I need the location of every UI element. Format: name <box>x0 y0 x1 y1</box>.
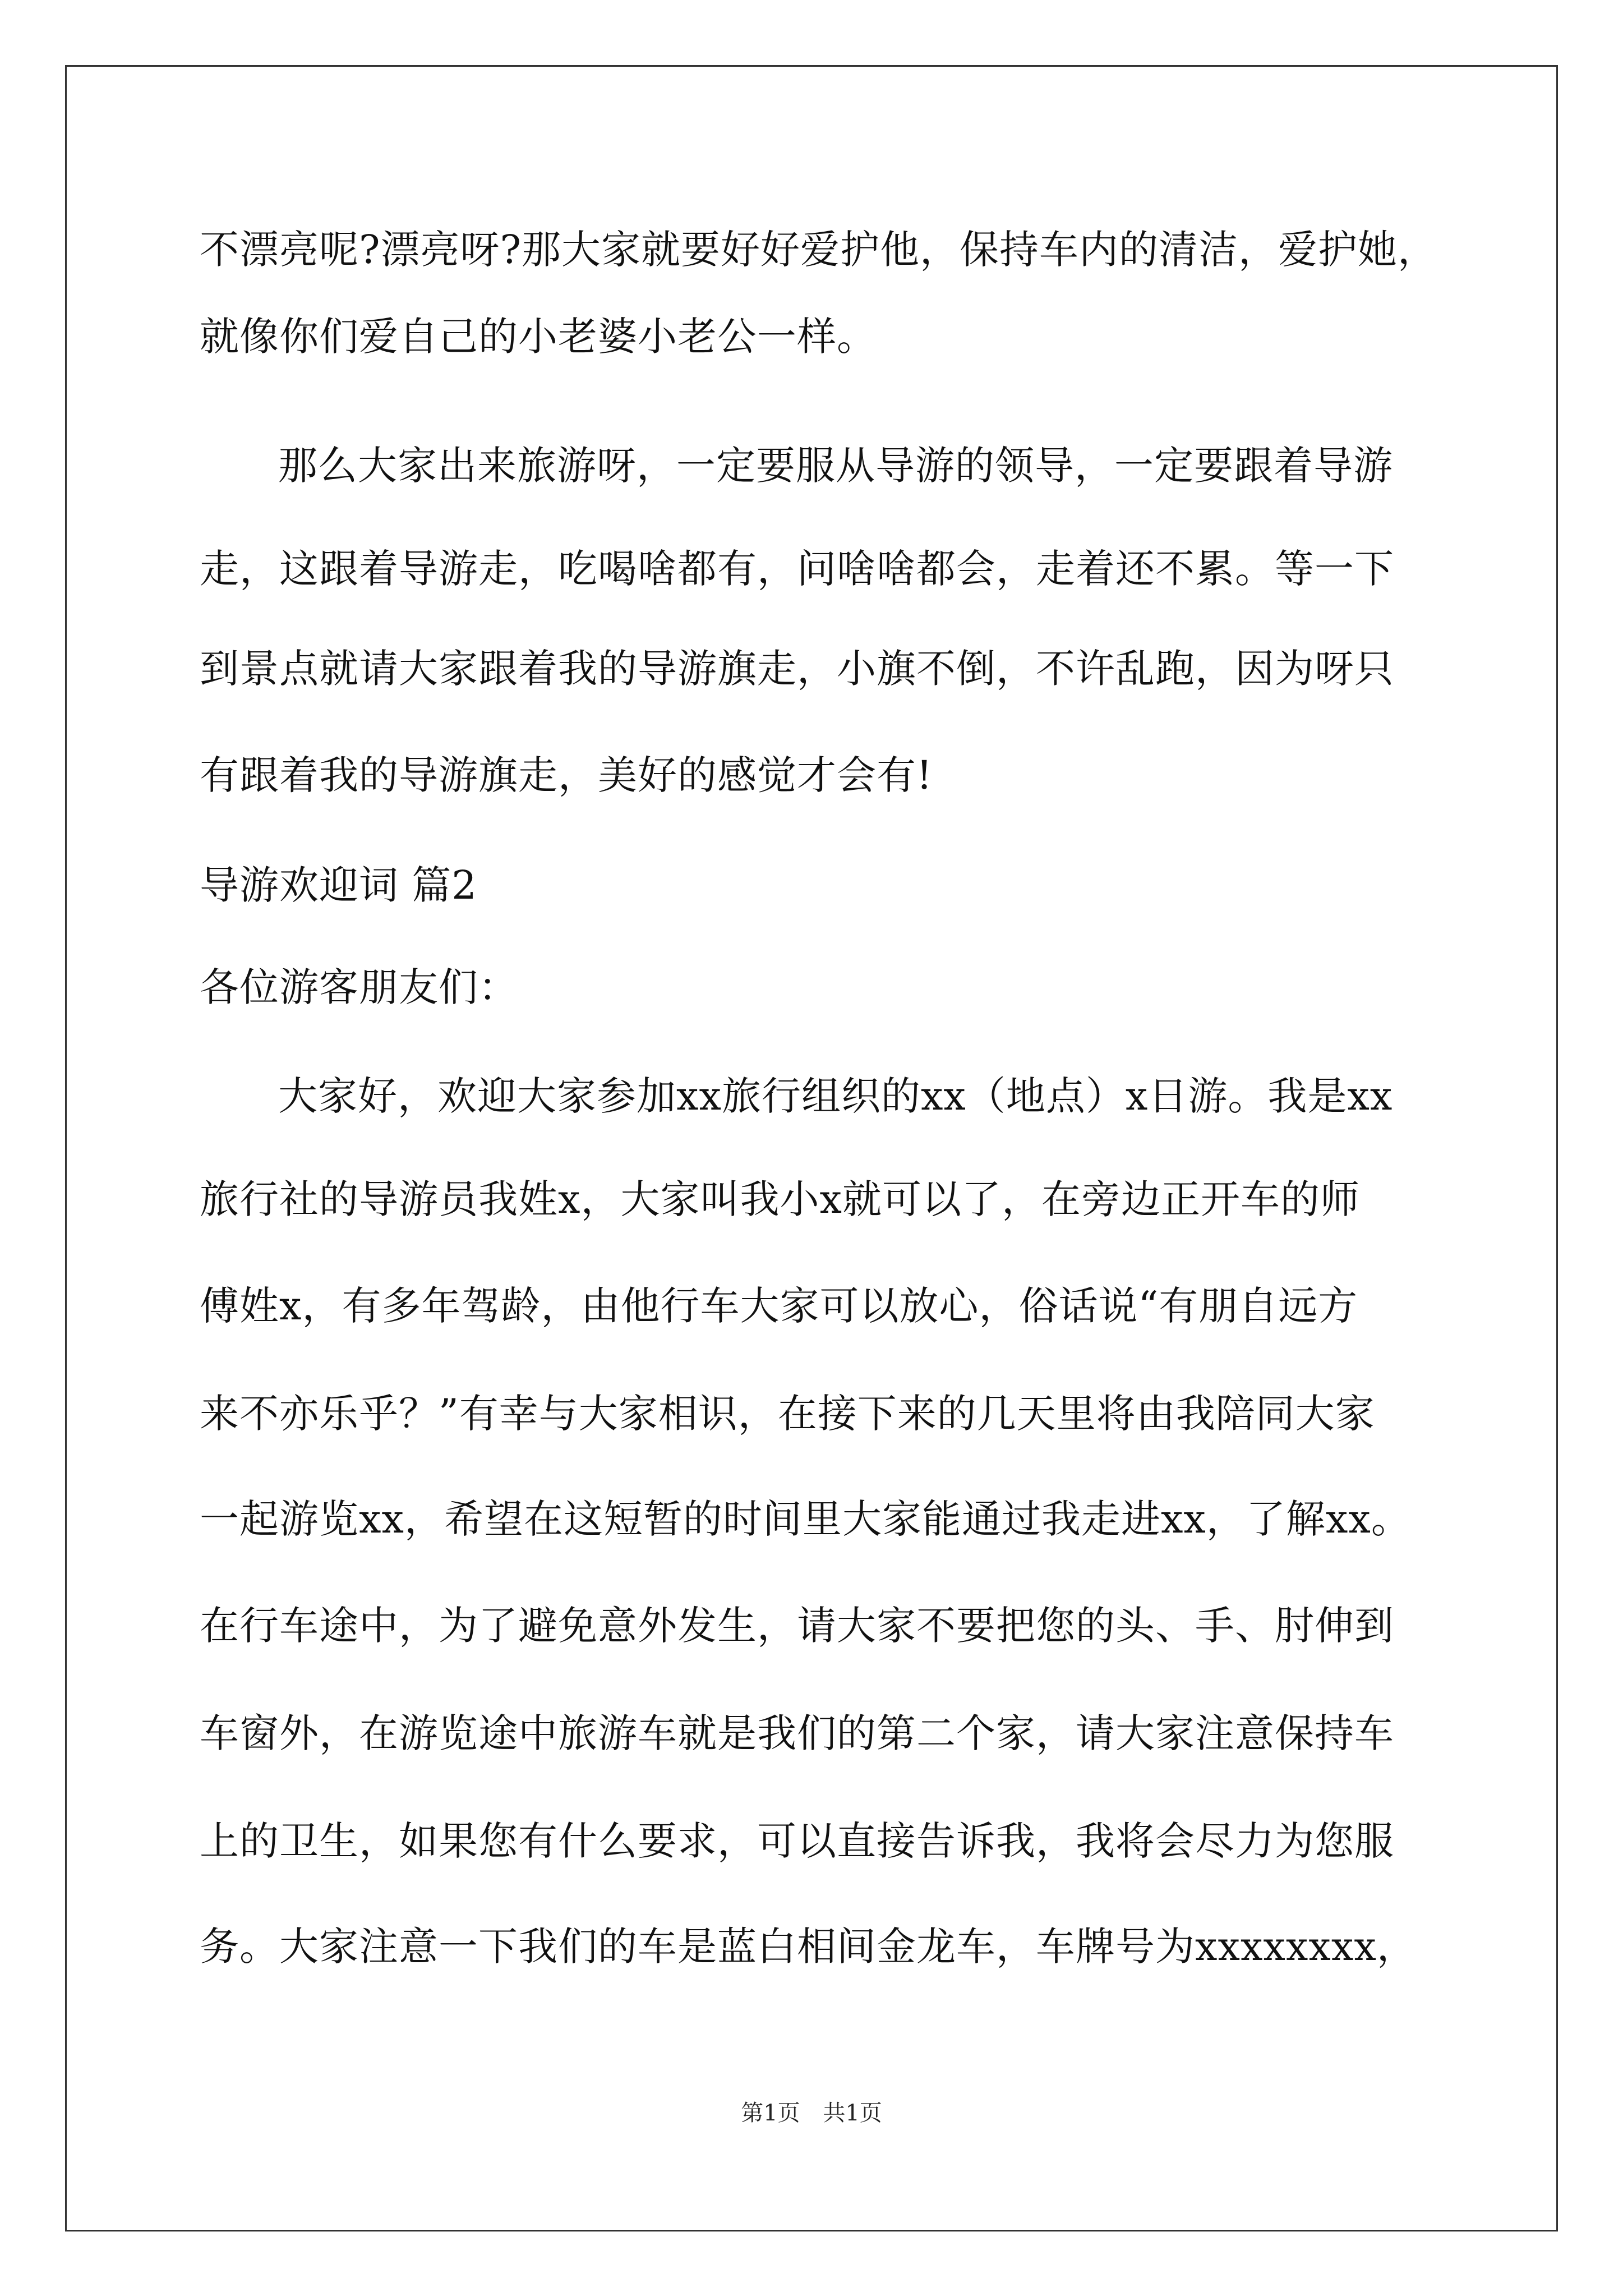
paragraph-line: 就像你们爱自己的小老婆小老公一样。 <box>200 314 877 360</box>
paragraph-line: 在行车途中，为了避免意外发生，请大家不要把您的头、手、肘伸到 <box>200 1603 1394 1649</box>
paragraph-line: 不漂亮呢?漂亮呀?那大家就要好好爱护他，保持车内的清洁，爱护她， <box>200 227 1438 273</box>
page-number: 第1页 <box>741 2100 800 2126</box>
paragraph-line: 上的卫生，如果您有什么要求，可以直接告诉我，我将会尽力为您服 <box>200 1818 1394 1864</box>
page-frame <box>65 65 1558 2231</box>
page-footer <box>0 2099 1623 2127</box>
paragraph-line: 傅姓x，有多年驾龄，由他行车大家可以放心，俗话说“有朋自远方 <box>200 1283 1358 1329</box>
paragraph-line: 务。大家注意一下我们的车是蓝白相间金龙车，车牌号为xxxxxxxx， <box>200 1924 1417 1970</box>
salutation: 各位游客朋友们： <box>200 964 518 1010</box>
paragraph-line: 来不亦乐乎？”有幸与大家相识，在接下来的几天里将由我陪同大家 <box>200 1391 1375 1437</box>
paragraph-line: 到景点就请大家跟着我的导游旗走，小旗不倒，不许乱跑，因为呀只 <box>200 646 1394 692</box>
page-total: 共1页 <box>823 2100 882 2126</box>
paragraph-line: 车窗外，在游览途中旅游车就是我们的第二个家，请大家注意保持车 <box>200 1710 1394 1756</box>
paragraph-line: 旅行社的导游员我姓x，大家叫我小x就可以了，在旁边正开车的师 <box>200 1176 1360 1222</box>
paragraph-line: 大家好，欢迎大家参加xx旅行组织的xx（地点）x日游。我是xx <box>278 1073 1393 1119</box>
paragraph-line: 那么大家出来旅游呀，一定要服从导游的领导，一定要跟着导游 <box>278 443 1393 489</box>
paragraph-line: 有跟着我的导游旗走，美好的感觉才会有! <box>200 752 933 798</box>
section-heading: 导游欢迎词 篇2 <box>200 862 477 908</box>
paragraph-line: 一起游览xx，希望在这短暂的时间里大家能通过我走进xx，了解xx。 <box>200 1496 1411 1542</box>
paragraph-line: 走，这跟着导游走，吃喝啥都有，问啥啥都会，走着还不累。等一下 <box>200 546 1394 592</box>
